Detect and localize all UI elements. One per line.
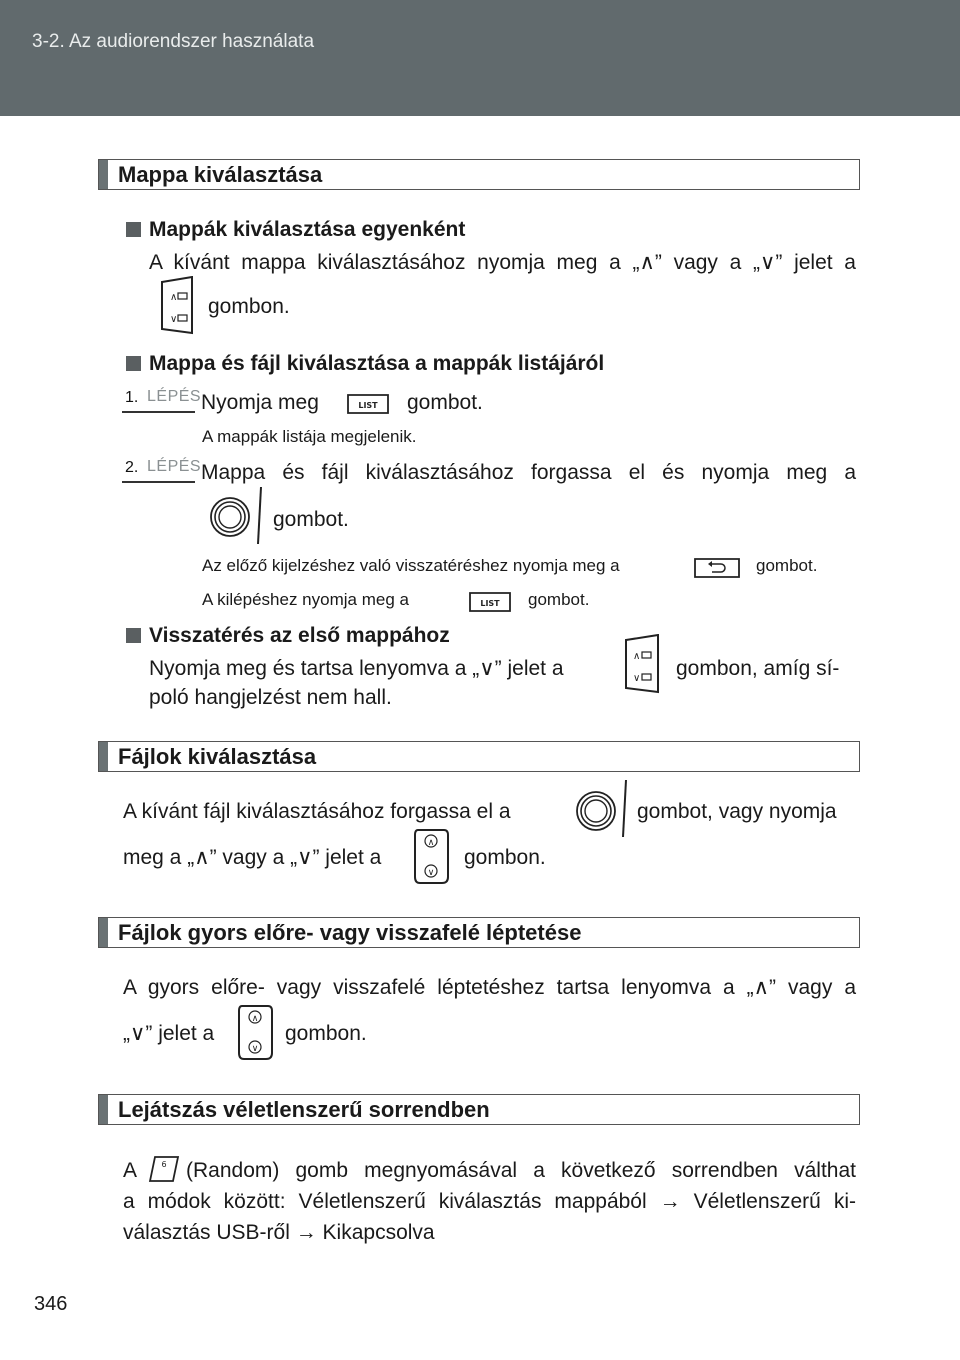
note-exit: gombot. [528,590,590,609]
paragraph: „∨” jelet a [123,1022,215,1045]
paragraph: A gyors előre- vagy visszafelé léptetéshez tartsa lenyomva a „∧” vagy a [123,976,856,999]
paragraph: (Random) gomb megnyomásával a következő sorrendben válthat [186,1159,856,1182]
paragraph: a módok között: Véletlenszerű kiválasztás mappából → Véletlenszerű ki- [123,1190,856,1213]
paragraph: gombot, vagy nyomja [637,800,837,823]
step-1-text: Nyomja meg [201,391,319,414]
section-heading-fast-seek: Fájlok gyors előre- vagy visszafelé léptetése [98,917,860,948]
paragraph: A [123,1159,138,1182]
svg-text:LIST: LIST [358,401,378,410]
svg-text:LIST: LIST [480,599,500,608]
paragraph: A kívánt fájl kiválasztásához forgassa el a [123,800,511,823]
note-back: Az előző kijelzéshez való visszatéréshez nyomja meg a [202,556,620,575]
folder-rocker-icon [622,634,662,694]
svg-text:∧: ∧ [427,838,435,848]
subheading-folder-file-list: Mappa és fájl kiválasztása a mappák listájáról [149,352,605,375]
subheading-folders-one-by-one: Mappák kiválasztása egyenként [149,218,466,241]
svg-text:6: 6 [161,1160,167,1169]
paragraph: gombon, amíg sí- [676,657,840,680]
svg-text:∧: ∧ [170,292,178,303]
paragraph: gombon. [464,846,546,869]
bullet-square [126,356,141,371]
step-2-text: Mappa és fájl kiválasztásához forgassa el és nyomja meg a [201,461,856,484]
paragraph: A kívánt mappa kiválasztásához nyomja meg a „∧” vagy a „∨” jelet a [149,251,856,274]
step-1-label: 1. LÉPÉS [122,390,195,413]
step-2-label: 2. LÉPÉS [122,460,195,483]
tune-knob-icon [206,484,266,546]
bullet-square [126,222,141,237]
svg-text:∨: ∨ [427,868,435,878]
paragraph: poló hangjelzést nem hall. [149,686,392,709]
page-number: 346 [34,1293,68,1315]
list-button-icon [346,393,390,415]
paragraph: választás USB-ről → Kikapcsolva [123,1221,435,1244]
svg-text:∧: ∧ [251,1014,259,1024]
section-heading-random-play: Lejátszás véletlenszerű sorrendben [98,1094,860,1125]
page-header [0,0,960,116]
paragraph: meg a „∧” vagy a „∨” jelet a [123,846,382,869]
subheading-return-first-folder: Visszatérés az első mappához [149,624,450,647]
svg-text:∧: ∧ [633,651,641,662]
chapter-title: 3-2. Az audiorendszer használata [32,31,315,52]
step-1-note: A mappák listája megjelenik. [202,427,417,446]
svg-text:∨: ∨ [633,673,641,684]
section-heading-folder-select: Mappa kiválasztása [98,159,860,190]
back-button-icon [693,557,741,579]
seek-rocker-icon [234,1002,276,1062]
section-heading-file-select: Fájlok kiválasztása [98,741,860,772]
step-2-text: gombot. [273,508,349,531]
paragraph: gombon. [285,1022,367,1045]
note-exit: A kilépéshez nyomja meg a [202,590,409,609]
step-1-text: gombot. [407,391,483,414]
paragraph: gombon. [208,295,290,318]
list-button-icon [468,591,512,613]
svg-text:∨: ∨ [251,1044,259,1054]
paragraph: Nyomja meg és tartsa lenyomva a „∨” jelet a [149,657,564,680]
seek-rocker-icon [410,826,452,886]
bullet-square [126,628,141,643]
note-back: gombot. [756,556,818,575]
tune-knob-icon [572,778,632,840]
folder-rocker-icon [156,276,196,336]
preset-6-button-icon [146,1155,180,1183]
svg-text:∨: ∨ [170,314,178,325]
